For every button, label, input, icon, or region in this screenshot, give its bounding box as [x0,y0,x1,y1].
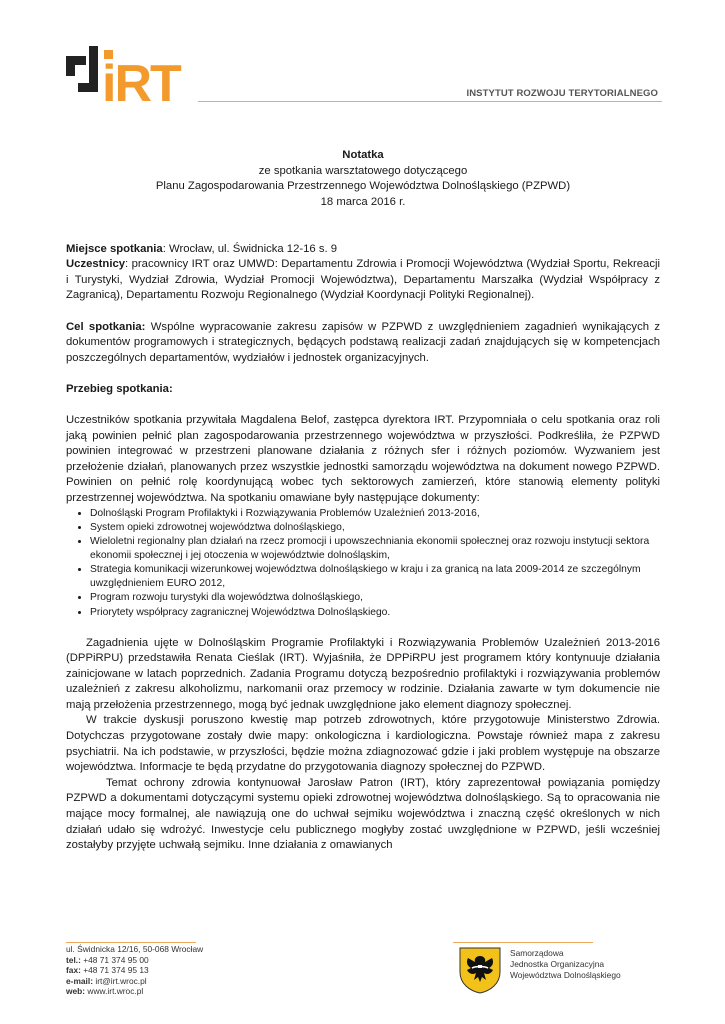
doc-subtitle-1: ze spotkania warsztatowego dotyczącego [258,164,468,177]
list-item: • Dolnośląski Program Profilaktyki i Rozwiązywania Problemów Uzależnień 2013-2016, [90,507,660,520]
list-item: • Strategia komunikacji wizerunkowej województwa dolnośląskiego w kraju i za granicą na lata 2009-2014 ze szczególnym uwzględnieniem EURO 2012, [90,563,660,590]
meeting-place: Miejsce spotkania: Wrocław, ul. Świdnicka 12-16 s. 9 [66,242,338,255]
footer-email[interactable]: e-mail: irt@irt.wroc.pl [66,975,147,986]
footer-contact [66,944,203,997]
irt-logo [66,46,198,104]
doc-title: Notatka [342,149,384,161]
footer-web[interactable]: web: www.irt.wroc.pl [66,986,144,997]
paragraph-1: Uczestników spotkania przywitała Magdalena Belof, zastępca dyrektora IRT. Przypomniała o celu spotkania oraz roli jaką powinien pełnić plan zagospodarowania przestrzennego województwa w przyszłości. Podkreśliła, że PZPWD powinien integrować w przestrzeni planowane działania z różnych sfer i różnych poziomów. Wyzwaniem jest przełożenie działań, planowanych przez wszystkie jednostki samorządu województwa na dokument nowego PZPWD. Powinien on pełnić rolę koordynującą wobec tych sektorowych zamierzeń, które stanowią elementy polityki przestrzennej województwa. Na spotkaniu omawiane były następujące dokumenty: [66,414,660,505]
paragraph-2: Zagadnienia ujęte w Dolnośląskim Programie Profilaktyki i Rozwiązywania Problemów Uzależnień 2013-2016 (DPPiRPU) przedstawiła Renata Cieślak (IRT). Wyjaśniła, że DPPiRPU jest programem który kontynuuje działania zainicjowane w latach poprzednich. Zadania Programu dotyczą bezpośrednio profilaktyki i rozwiązywania problemów uzależnień z zakresu alkoholizmu, narkomanii oraz przemocy w rodzinie. Działania zawarte w tym dokumencie nie mają przełożenia przestrzennego, mogą być jednak uwzględnione jako element diagnozy społecznej. [66,636,660,711]
page-header [66,46,662,104]
eagle-crest-icon [458,946,502,994]
government-text: Samorządowa Jednostka Organizacyjna Województwa Dolnośląskiego [510,948,621,980]
paragraph-3: W trakcie dyskusji poruszono kwestię map potrzeb zdrowotnych, które przygotowuje Ministerstwo Zdrowia. Dotychczas przygotowane zostały dwie mapy: onkologiczna i kardiologiczna. Powstaje również mapa z zakresu psychiatrii. Na ich podstawie, w przyszłości, będzie można zdiagnozować gdzie i jaki problem występuje na obszarze województwa. Informacje te będą przydatne do przygotowania diagnozy społecznej do PZPWD. [66,714,660,774]
header-rule [198,101,662,102]
government-badge [458,946,628,992]
list-item: • Wieloletni regionalny plan działań na rzecz promocji i upowszechniania ekonomii społecznej oraz rozwoju instytucji sektora ekonomii społecznej i jej otoczenia w województwie dolnośląskim, [90,535,660,562]
meeting-goal: Cel spotkania: Wspólne wypracowanie zakresu zapisów w PZPWD z uwzględnieniem zagadnień wynikających z dokumentów programowych i strategicznych, będących podstawą realizacji zadań znajdujących się w kompetencjach poszczególnych departamentów, wydziałów i jednostek organizacyjnych. [66,320,660,364]
list-item: • Priorytety współpracy zagranicznej Województwa Dolnośląskiego. [90,606,660,619]
paragraph-4: Temat ochrony zdrowia kontynuował Jarosław Patron (IRT), który zaprezentował powiązania pomiędzy PZPWD a dokumentami dotyczącymi systemu opieki zdrowotnej województwa dolnośląskiego. Są to opracowania nie mające mocy formalnej, ale nawiązują one do uchwał sejmiku województwa i znaczną część określonych w nich działań udało się wdrożyć. Inwestycje celu publicznego mogłyby zostać uwzględnione w PZPWD, jeśli wcześniej zostałyby przyjęte uchwałą sejmiku. Inne działania z omawianych [66,776,660,852]
footer-rule-right [453,942,593,943]
doc-date: 18 marca 2016 r. [320,195,406,208]
doc-subtitle-2: Planu Zagospodarowania Przestrzennego Województwa Dolnośląskiego (PZPWD) [155,180,571,193]
course-heading: Przebieg spotkania: [66,382,173,395]
list-item: • System opieki zdrowotnej województwa dolnośląskiego, [90,521,660,534]
documents-list [66,507,660,619]
svg-text:iRT: iRT [102,55,180,104]
list-item: • Program rozwoju turystyki dla województwa dolnośląskiego, [90,591,660,604]
participants: Uczestnicy: pracownicy IRT oraz UMWD: Departamentu Zdrowia i Promocji Województwa (Wydział Sportu, Rekreacji i Turystyki, Wydział Zdrowia, Wydział Promocji Województwa), Departamentu Marszałka (Wydział Współpracy z Zagranicą), Departamentu Rozwoju Regionalnego (Wydział Koordynacji Polityki Regionalnej). [66,258,660,302]
footer-tel: tel.: +48 71 374 95 00 [66,954,149,965]
footer-rule-left [66,942,196,943]
document-body [66,148,660,854]
footer-fax: fax: +48 71 374 95 13 [66,965,149,976]
footer-address: ul. Świdnicka 12/16, 50-068 Wrocław [66,944,204,954]
institute-name: INSTYTUT ROZWOJU TERYTORIALNEGO [466,88,658,99]
